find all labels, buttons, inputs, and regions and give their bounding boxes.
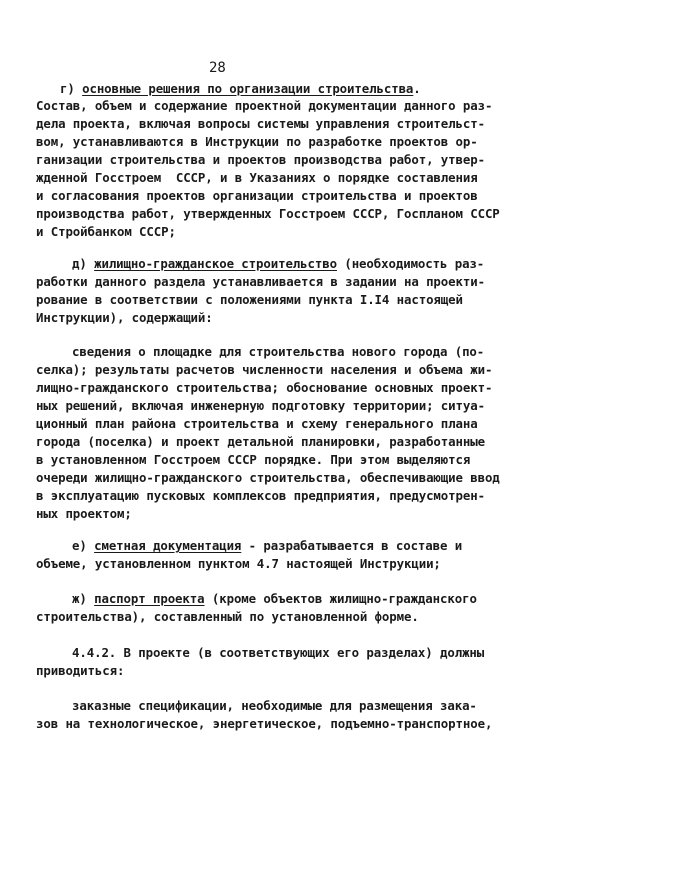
- item-e-heading: сметная документация: [94, 538, 242, 553]
- paragraph-line: в установленном Госстроем СССР порядке. При этом выделяются: [36, 452, 471, 467]
- item-zh-heading-tail: (кроме объектов жилищно-гражданского: [204, 591, 477, 606]
- paragraph-line: в эксплуатацию пусковых комплексов предприятия, предусмотрен-: [36, 488, 485, 503]
- item-zh-heading: паспорт проекта: [94, 591, 205, 606]
- paragraph-line: селка); результаты расчетов численности населения и объема жи-: [36, 362, 493, 377]
- item-g-heading-tail: .: [413, 81, 421, 96]
- paragraph-line: и согласования проектов организации строительства и проектов: [36, 188, 478, 203]
- section-4-4-2-line: 4.4.2. В проекте (в соответствующих его разделах) должны: [72, 645, 485, 660]
- paragraph-line: города (поселка) и проект детальной планировки, разработанные: [36, 434, 485, 449]
- paragraph-line: ганизации строительства и проектов производства работ, утвер-: [36, 152, 485, 167]
- paragraph-line: сведения о площадке для строительства нового города (по-: [72, 344, 485, 359]
- paragraph-line: работки данного раздела устанавливается в задании на проекти-: [36, 274, 485, 289]
- paragraph-line: приводиться:: [36, 663, 125, 678]
- paragraph-line: и Стройбанком СССР;: [36, 224, 176, 239]
- item-e-heading-tail: - разрабатывается в составе и: [241, 538, 463, 553]
- paragraph-line: строительства), составленный по установленной форме.: [36, 609, 419, 624]
- paragraph-line: производства работ, утвержденных Госстроем СССР, Госпланом СССР: [36, 206, 500, 221]
- paragraph-line: дела проекта, включая вопросы системы управления строительст-: [36, 116, 485, 131]
- paragraph-line: лищно-гражданского строительства; обоснование основных проект-: [36, 380, 493, 395]
- item-d-heading: жилищно-гражданское строительство: [94, 256, 337, 271]
- paragraph-line: заказные спецификации, необходимые для размещения зака-: [72, 698, 477, 713]
- item-d-heading-line: [72, 255, 484, 273]
- item-g-marker: г): [60, 81, 83, 96]
- item-g-heading: основные решения по организации строительства: [82, 81, 414, 96]
- paragraph-line: Инструкции), содержащий:: [36, 310, 213, 325]
- paragraph-line: Состав, объем и содержание проектной документации данного раз-: [36, 98, 493, 113]
- paragraph-line: вом, устанавливаются в Инструкции по разработке проектов ор-: [36, 134, 478, 149]
- paragraph-line: очереди жилищно-гражданского строительства, обеспечивающие ввод: [36, 470, 500, 485]
- item-d-heading-tail: (необходимость раз-: [336, 256, 485, 271]
- item-e-heading-line: [72, 537, 462, 555]
- paragraph-line: жденной Госстроем СССР, и в Указаниях о порядке составления: [36, 170, 478, 185]
- item-zh-marker: ж): [72, 591, 95, 606]
- page-number: 28: [209, 60, 226, 76]
- paragraph-line: ционный план района строительства и схему генерального плана: [36, 416, 478, 431]
- item-d-marker: д): [72, 256, 95, 271]
- item-e-marker: е): [72, 538, 95, 553]
- paragraph-line: объеме, установленном пунктом 4.7 настоящей Инструкции;: [36, 556, 441, 571]
- paragraph-line: ных проектом;: [36, 506, 132, 521]
- paragraph-line: зов на технологическое, энергетическое, подъемно-транспортное,: [36, 716, 493, 731]
- item-g-heading-line: [60, 80, 421, 98]
- item-zh-heading-line: [72, 590, 477, 608]
- paragraph-line: ных решений, включая инженерную подготовку территории; ситуа-: [36, 398, 485, 413]
- paragraph-line: рование в соответствии с положениями пункта I.I4 настоящей: [36, 292, 463, 307]
